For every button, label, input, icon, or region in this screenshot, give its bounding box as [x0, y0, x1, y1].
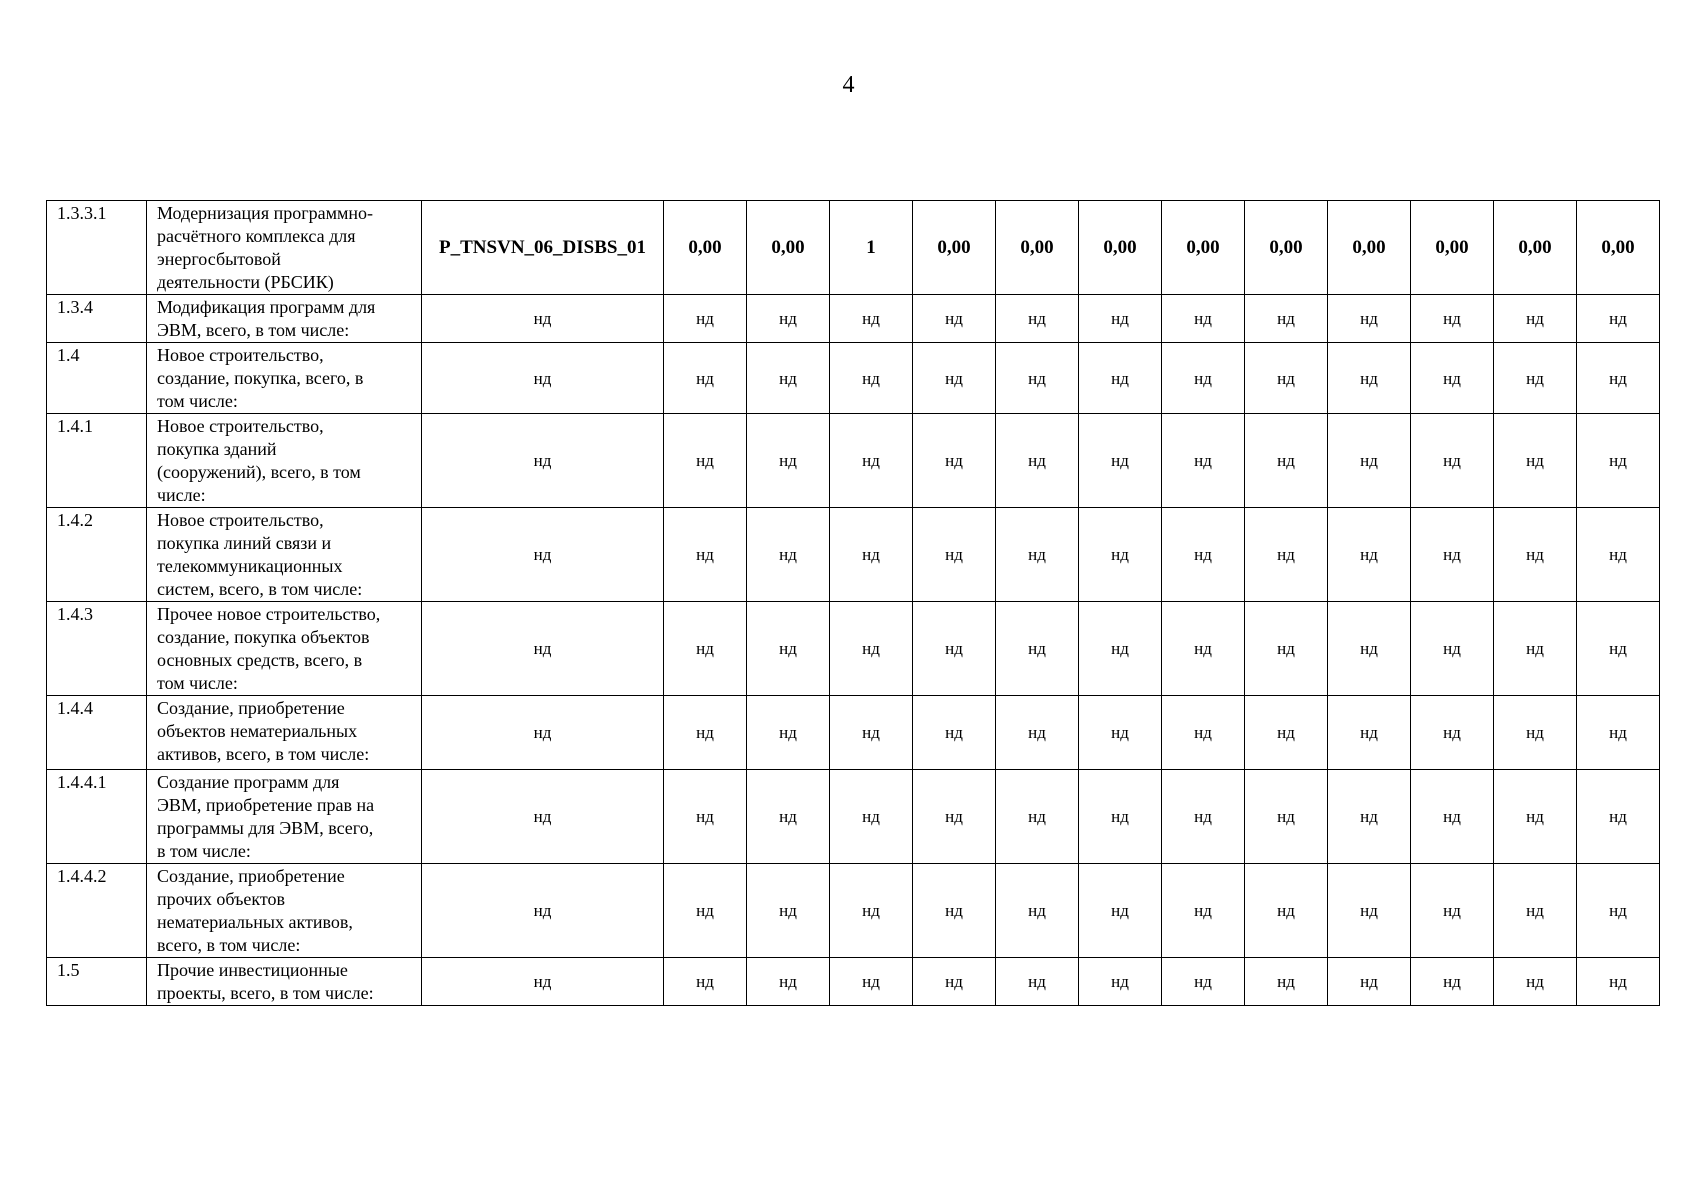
project-id: нд [422, 343, 664, 414]
value-cell: 0,00 [747, 201, 830, 295]
value-cell: нд [1411, 696, 1494, 770]
description-line: Модернизация программно- [157, 203, 374, 223]
description-line: всего, в том числе: [157, 935, 301, 955]
page-number: 4 [842, 72, 855, 98]
value-cell: нд [996, 508, 1079, 602]
description-line: расчётного комплекса для [157, 226, 356, 246]
value-cell: нд [1411, 414, 1494, 508]
description-line: покупка зданий [157, 439, 277, 459]
value-cell: нд [1577, 696, 1660, 770]
value-cell: нд [996, 343, 1079, 414]
table-row [47, 958, 1660, 1006]
row-code: 1.4.3 [47, 602, 147, 696]
value-cell: нд [996, 696, 1079, 770]
value-cell: нд [1494, 508, 1577, 602]
value-cell: нд [1494, 295, 1577, 343]
investment-table [46, 200, 1660, 1006]
description-line: Создание программ для [157, 772, 340, 792]
value-cell: нд [1328, 295, 1411, 343]
row-code: 1.4.2 [47, 508, 147, 602]
value-cell: нд [1245, 864, 1328, 958]
value-cell: 0,00 [1494, 201, 1577, 295]
value-cell: нд [1411, 295, 1494, 343]
value-cell: нд [1577, 770, 1660, 864]
description-line: активов, всего, в том числе: [157, 744, 370, 764]
value-cell: нд [913, 602, 996, 696]
value-cell: нд [1245, 696, 1328, 770]
value-cell: нд [1162, 958, 1245, 1006]
value-cell: нд [1162, 343, 1245, 414]
value-cell: нд [996, 602, 1079, 696]
project-id: P_TNSVN_06_DISBS_01 [422, 201, 664, 295]
value-cell: нд [830, 864, 913, 958]
value-cell: нд [996, 864, 1079, 958]
value-cell: 0,00 [1577, 201, 1660, 295]
value-cell: нд [1494, 343, 1577, 414]
description-line: числе: [157, 485, 206, 505]
table-row [47, 696, 1660, 770]
table-row [47, 295, 1660, 343]
row-description [147, 770, 422, 864]
row-description [147, 958, 422, 1006]
value-cell: нд [1411, 958, 1494, 1006]
row-code: 1.4 [47, 343, 147, 414]
row-description [147, 864, 422, 958]
value-cell: 0,00 [1328, 201, 1411, 295]
description-line: (сооружений), всего, в том [157, 462, 361, 482]
value-cell: нд [747, 696, 830, 770]
value-cell: нд [1328, 696, 1411, 770]
value-cell: нд [913, 770, 996, 864]
value-cell: нд [830, 414, 913, 508]
row-code: 1.4.4.1 [47, 770, 147, 864]
value-cell: нд [1328, 508, 1411, 602]
value-cell: нд [1079, 508, 1162, 602]
description-line: том числе: [157, 673, 238, 693]
value-cell: нд [1245, 602, 1328, 696]
value-cell: нд [1494, 602, 1577, 696]
table-row [47, 201, 1660, 295]
description-line: Прочие инвестиционные [157, 960, 348, 980]
value-cell: нд [913, 696, 996, 770]
value-cell: нд [1162, 295, 1245, 343]
value-cell: нд [1079, 414, 1162, 508]
description-line: том числе: [157, 391, 238, 411]
description-line: энергосбытовой [157, 249, 281, 269]
table-row [47, 508, 1660, 602]
value-cell: 0,00 [1245, 201, 1328, 295]
value-cell: нд [664, 770, 747, 864]
value-cell: нд [664, 508, 747, 602]
description-line: Новое строительство, [157, 345, 324, 365]
value-cell: нд [747, 602, 830, 696]
value-cell: нд [1411, 770, 1494, 864]
value-cell: нд [830, 958, 913, 1006]
row-code: 1.4.1 [47, 414, 147, 508]
value-cell: нд [1411, 864, 1494, 958]
row-description [147, 696, 422, 770]
table-row [47, 770, 1660, 864]
description-line: Новое строительство, [157, 510, 324, 530]
row-code: 1.4.4.2 [47, 864, 147, 958]
project-id: нд [422, 864, 664, 958]
value-cell: нд [747, 343, 830, 414]
description-line: ЭВМ, приобретение прав на [157, 795, 375, 815]
value-cell: 0,00 [913, 201, 996, 295]
value-cell: нд [1328, 864, 1411, 958]
value-cell: нд [1245, 295, 1328, 343]
value-cell: нд [913, 864, 996, 958]
description-line: проекты, всего, в том числе: [157, 983, 374, 1003]
value-cell: нд [1162, 864, 1245, 958]
value-cell: нд [1328, 414, 1411, 508]
value-cell: нд [913, 414, 996, 508]
row-code: 1.3.4 [47, 295, 147, 343]
value-cell: нд [1162, 508, 1245, 602]
table-row [47, 602, 1660, 696]
value-cell: нд [1328, 958, 1411, 1006]
description-line: систем, всего, в том числе: [157, 579, 363, 599]
value-cell: нд [664, 602, 747, 696]
value-cell: нд [664, 696, 747, 770]
value-cell: нд [830, 602, 913, 696]
value-cell: нд [1577, 958, 1660, 1006]
value-cell: нд [1162, 770, 1245, 864]
project-id: нд [422, 770, 664, 864]
value-cell: нд [1079, 770, 1162, 864]
description-line: нематериальных активов, [157, 912, 353, 932]
description-line: прочих объектов [157, 889, 285, 909]
value-cell: нд [747, 770, 830, 864]
value-cell: нд [1245, 508, 1328, 602]
value-cell: нд [1079, 602, 1162, 696]
value-cell: нд [1245, 414, 1328, 508]
description-line: деятельности (РБСИК) [157, 272, 334, 292]
value-cell: нд [996, 958, 1079, 1006]
value-cell: 1 [830, 201, 913, 295]
value-cell: нд [996, 770, 1079, 864]
value-cell: нд [1494, 770, 1577, 864]
row-description [147, 508, 422, 602]
value-cell: нд [1245, 958, 1328, 1006]
row-description [147, 602, 422, 696]
value-cell: нд [1577, 602, 1660, 696]
description-line: ЭВМ, всего, в том числе: [157, 320, 350, 340]
row-description [147, 295, 422, 343]
value-cell: нд [1494, 864, 1577, 958]
description-line: Создание, приобретение [157, 866, 345, 886]
description-line: программы для ЭВМ, всего, [157, 818, 374, 838]
value-cell: нд [913, 343, 996, 414]
description-line: покупка линий связи и [157, 533, 332, 553]
project-id: нд [422, 414, 664, 508]
value-cell: 0,00 [1411, 201, 1494, 295]
description-line: создание, покупка объектов [157, 627, 370, 647]
table-row [47, 414, 1660, 508]
value-cell: нд [1494, 958, 1577, 1006]
table-row [47, 864, 1660, 958]
description-line: основных средств, всего, в [157, 650, 363, 670]
value-cell: нд [747, 414, 830, 508]
value-cell: нд [1245, 770, 1328, 864]
value-cell: 0,00 [996, 201, 1079, 295]
description-line: в том числе: [157, 841, 251, 861]
value-cell: нд [1079, 295, 1162, 343]
value-cell: нд [1079, 343, 1162, 414]
value-cell: нд [664, 958, 747, 1006]
value-cell: нд [1577, 864, 1660, 958]
value-cell: нд [830, 508, 913, 602]
value-cell: нд [830, 696, 913, 770]
value-cell: нд [1079, 864, 1162, 958]
value-cell: нд [1577, 414, 1660, 508]
table-row [47, 343, 1660, 414]
description-line: Модификация программ для [157, 297, 376, 317]
value-cell: нд [1079, 696, 1162, 770]
value-cell: нд [1328, 343, 1411, 414]
value-cell: нд [1494, 696, 1577, 770]
row-description [147, 201, 422, 295]
value-cell: нд [664, 343, 747, 414]
row-code: 1.5 [47, 958, 147, 1006]
value-cell: нд [1079, 958, 1162, 1006]
value-cell: нд [1162, 602, 1245, 696]
description-line: Прочее новое строительство, [157, 604, 381, 624]
value-cell: нд [830, 295, 913, 343]
value-cell: нд [996, 414, 1079, 508]
value-cell: нд [664, 414, 747, 508]
row-description [147, 343, 422, 414]
project-id: нд [422, 508, 664, 602]
value-cell: 0,00 [664, 201, 747, 295]
value-cell: 0,00 [1079, 201, 1162, 295]
description-line: Создание, приобретение [157, 698, 345, 718]
table-body [47, 201, 1660, 1006]
value-cell: 0,00 [1162, 201, 1245, 295]
description-line: телекоммуникационных [157, 556, 343, 576]
value-cell: нд [1328, 602, 1411, 696]
value-cell: нд [747, 508, 830, 602]
project-id: нд [422, 958, 664, 1006]
value-cell: нд [913, 958, 996, 1006]
row-description [147, 414, 422, 508]
value-cell: нд [747, 864, 830, 958]
value-cell: нд [1494, 414, 1577, 508]
project-id: нд [422, 696, 664, 770]
value-cell: нд [1245, 343, 1328, 414]
value-cell: нд [1162, 696, 1245, 770]
value-cell: нд [1577, 508, 1660, 602]
value-cell: нд [1577, 343, 1660, 414]
value-cell: нд [1577, 295, 1660, 343]
value-cell: нд [664, 295, 747, 343]
value-cell: нд [1411, 343, 1494, 414]
value-cell: нд [1162, 414, 1245, 508]
value-cell: нд [1411, 508, 1494, 602]
row-code: 1.3.3.1 [47, 201, 147, 295]
value-cell: нд [664, 864, 747, 958]
description-line: создание, покупка, всего, в [157, 368, 364, 388]
value-cell: нд [1328, 770, 1411, 864]
value-cell: нд [830, 770, 913, 864]
value-cell: нд [913, 508, 996, 602]
description-line: Новое строительство, [157, 416, 324, 436]
value-cell: нд [747, 295, 830, 343]
value-cell: нд [830, 343, 913, 414]
project-id: нд [422, 602, 664, 696]
description-line: объектов нематериальных [157, 721, 358, 741]
value-cell: нд [996, 295, 1079, 343]
value-cell: нд [747, 958, 830, 1006]
value-cell: нд [913, 295, 996, 343]
row-code: 1.4.4 [47, 696, 147, 770]
value-cell: нд [1411, 602, 1494, 696]
project-id: нд [422, 295, 664, 343]
